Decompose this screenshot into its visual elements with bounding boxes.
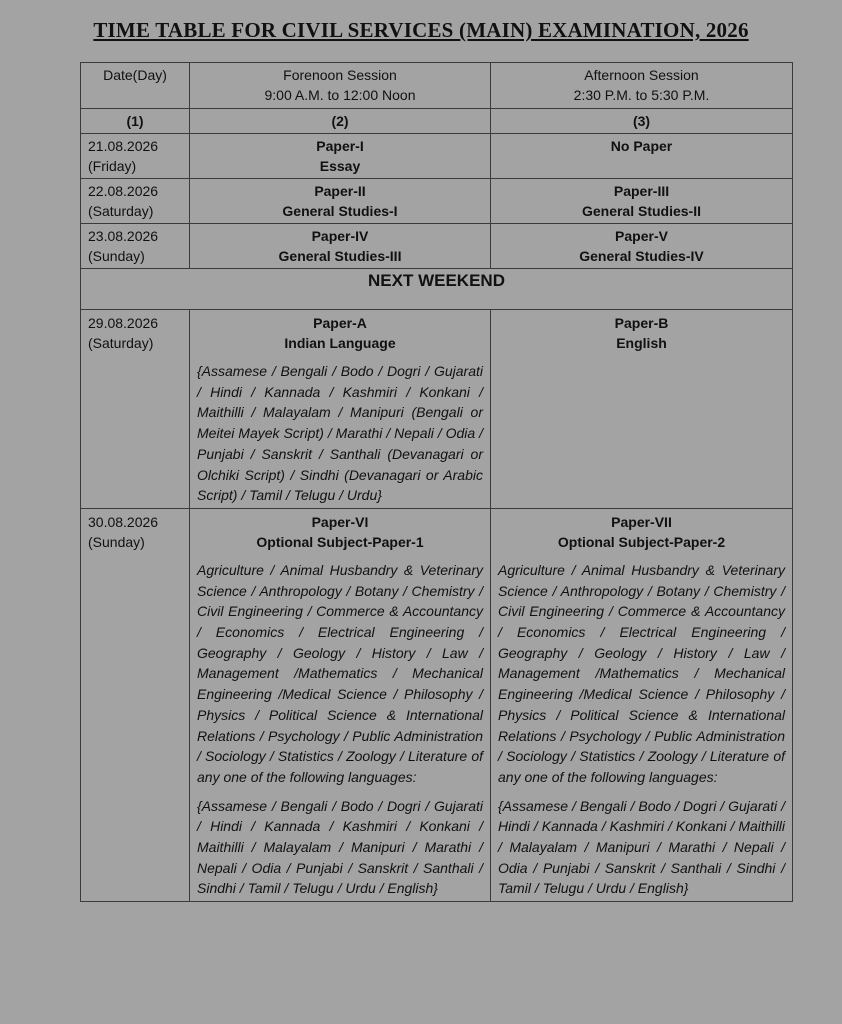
paper-name: Paper-II: [314, 183, 366, 199]
paper-name: Paper-B: [614, 315, 669, 331]
paper-subject: Optional Subject-Paper-1: [256, 533, 424, 550]
subject-list: Agriculture / Animal Husbandry & Veterinary Science / Anthropology / Botany / Chemistry / Civil Engineering / Commerce & Accountancy / Economics / Electrical Engineering / Geography / Geology / History / Law / Management /Mathematics / Mechanical Engineering /Medical Science / Philosophy / Physics / Political Science & International Relations / Psychology / Public Administration / Sociology / Statistics / Zoology / Literature of any one of the following languages:: [197, 561, 483, 785]
forenoon-time: 9:00 A.M. to 12:00 Noon: [264, 87, 416, 103]
table-row: [81, 310, 793, 509]
language-list: {Assamese / Bengali / Bodo / Dogri / Gujarati / Hindi / Kannada / Kashmiri / Konkani / Maithilli / Malayalam / Manipuri (Bengali or Meitei Mayek Script) / Marathi / Nepali / Odia / Punjabi / Sanskrit / Santhali (Devanagari or Olchiki Script) / Sindhi (Devanagari or Arabic Script) / Tamil / Telugu / Urdu}: [197, 363, 483, 504]
column-number-2: (2): [190, 109, 491, 134]
day: (Sunday): [88, 533, 145, 550]
table-row: [81, 179, 793, 224]
date: 22.08.2026: [88, 183, 159, 199]
paper-name: Paper-V: [615, 228, 668, 244]
afternoon-cell: [491, 310, 793, 509]
day: (Friday): [88, 158, 137, 174]
forenoon-cell: [190, 179, 491, 224]
column-number-1: (1): [81, 109, 190, 134]
paper-subject: English: [616, 335, 667, 351]
paper-name: Paper-VI: [311, 513, 369, 530]
day: (Saturday): [88, 203, 154, 219]
date: 23.08.2026: [88, 228, 159, 244]
table-row: [81, 134, 793, 179]
date-cell: [81, 224, 190, 269]
paper-name: No Paper: [610, 138, 673, 154]
paper-subject: General Studies-IV: [579, 248, 704, 264]
paper-subject: Optional Subject-Paper-2: [557, 533, 726, 550]
afternoon-cell: [491, 508, 793, 901]
paper-subject: General Studies-II: [581, 203, 702, 219]
page-title: TIME TABLE FOR CIVIL SERVICES (MAIN) EXAMINATION, 2026: [93, 18, 749, 42]
forenoon-cell: [190, 310, 491, 509]
next-weekend-row: [81, 269, 793, 310]
language-list: {Assamese / Bengali / Bodo / Dogri / Gujarati / Hindi / Kannada / Kashmiri / Konkani / Maithilli / Malayalam / Manipuri / Marathi / Nepali / Odia / Punjabi / Sanskrit / Santhali / Sindhi / Tamil / Telugu / Urdu / English}: [197, 797, 483, 897]
date-cell: [81, 310, 190, 509]
date: 30.08.2026: [88, 513, 159, 530]
paper-subject: General Studies-I: [282, 203, 398, 219]
date-cell: [81, 508, 190, 901]
paper-subject: General Studies-III: [278, 248, 402, 264]
table-row: [81, 224, 793, 269]
language-list: {Assamese / Bengali / Bodo / Dogri / Gujarati / Hindi / Kannada / Kashmiri / Konkani / Maithilli / Malayalam / Manipuri / Marathi / Nepali / Odia / Punjabi / Sanskrit / Santhali / Sindhi / Tamil / Telugu / Urdu / English}: [498, 797, 785, 897]
forenoon-cell: [190, 508, 491, 901]
date-cell: [81, 179, 190, 224]
header-forenoon: [190, 63, 491, 109]
forenoon-cell: [190, 134, 491, 179]
date-cell: [81, 134, 190, 179]
afternoon-cell: [491, 224, 793, 269]
timetable: [80, 62, 793, 902]
paper-subject: Essay: [319, 158, 361, 174]
paper-name: Paper-A: [313, 315, 367, 331]
table-row: [81, 508, 793, 901]
date: 29.08.2026: [88, 315, 159, 331]
column-number-3: (3): [491, 109, 793, 134]
header-date: Date(Day): [81, 63, 190, 109]
column-number-row: [81, 109, 793, 134]
subject-list: Agriculture / Animal Husbandry & Veterinary Science / Anthropology / Botany / Chemistry / Civil Engineering / Commerce & Accountancy / Economics / Electrical Engineering / Geography / Geology / History / Law / Management /Mathematics / Mechanical Engineering /Medical Science / Philosophy / Physics / Political Science & International Relations / Psychology / Public Administration / Sociology / Statistics / Zoology / Literature of any one of the following languages:: [498, 561, 785, 785]
paper-name: Paper-I: [316, 138, 364, 154]
next-weekend-heading: NEXT WEEKEND: [81, 269, 793, 310]
day: (Saturday): [88, 335, 154, 351]
afternoon-label: Afternoon Session: [584, 67, 699, 83]
afternoon-time: 2:30 P.M. to 5:30 P.M.: [573, 87, 710, 103]
header-afternoon: [491, 63, 793, 109]
paper-name: Paper-III: [613, 183, 670, 199]
paper-name: Paper-VII: [611, 513, 672, 530]
paper-subject: Indian Language: [284, 335, 396, 351]
day: (Sunday): [88, 248, 145, 264]
forenoon-label: Forenoon Session: [283, 67, 397, 83]
paper-name: Paper-IV: [311, 228, 369, 244]
afternoon-cell: [491, 134, 793, 179]
header-row: [81, 63, 793, 109]
forenoon-cell: [190, 224, 491, 269]
date: 21.08.2026: [88, 138, 159, 154]
afternoon-cell: [491, 179, 793, 224]
